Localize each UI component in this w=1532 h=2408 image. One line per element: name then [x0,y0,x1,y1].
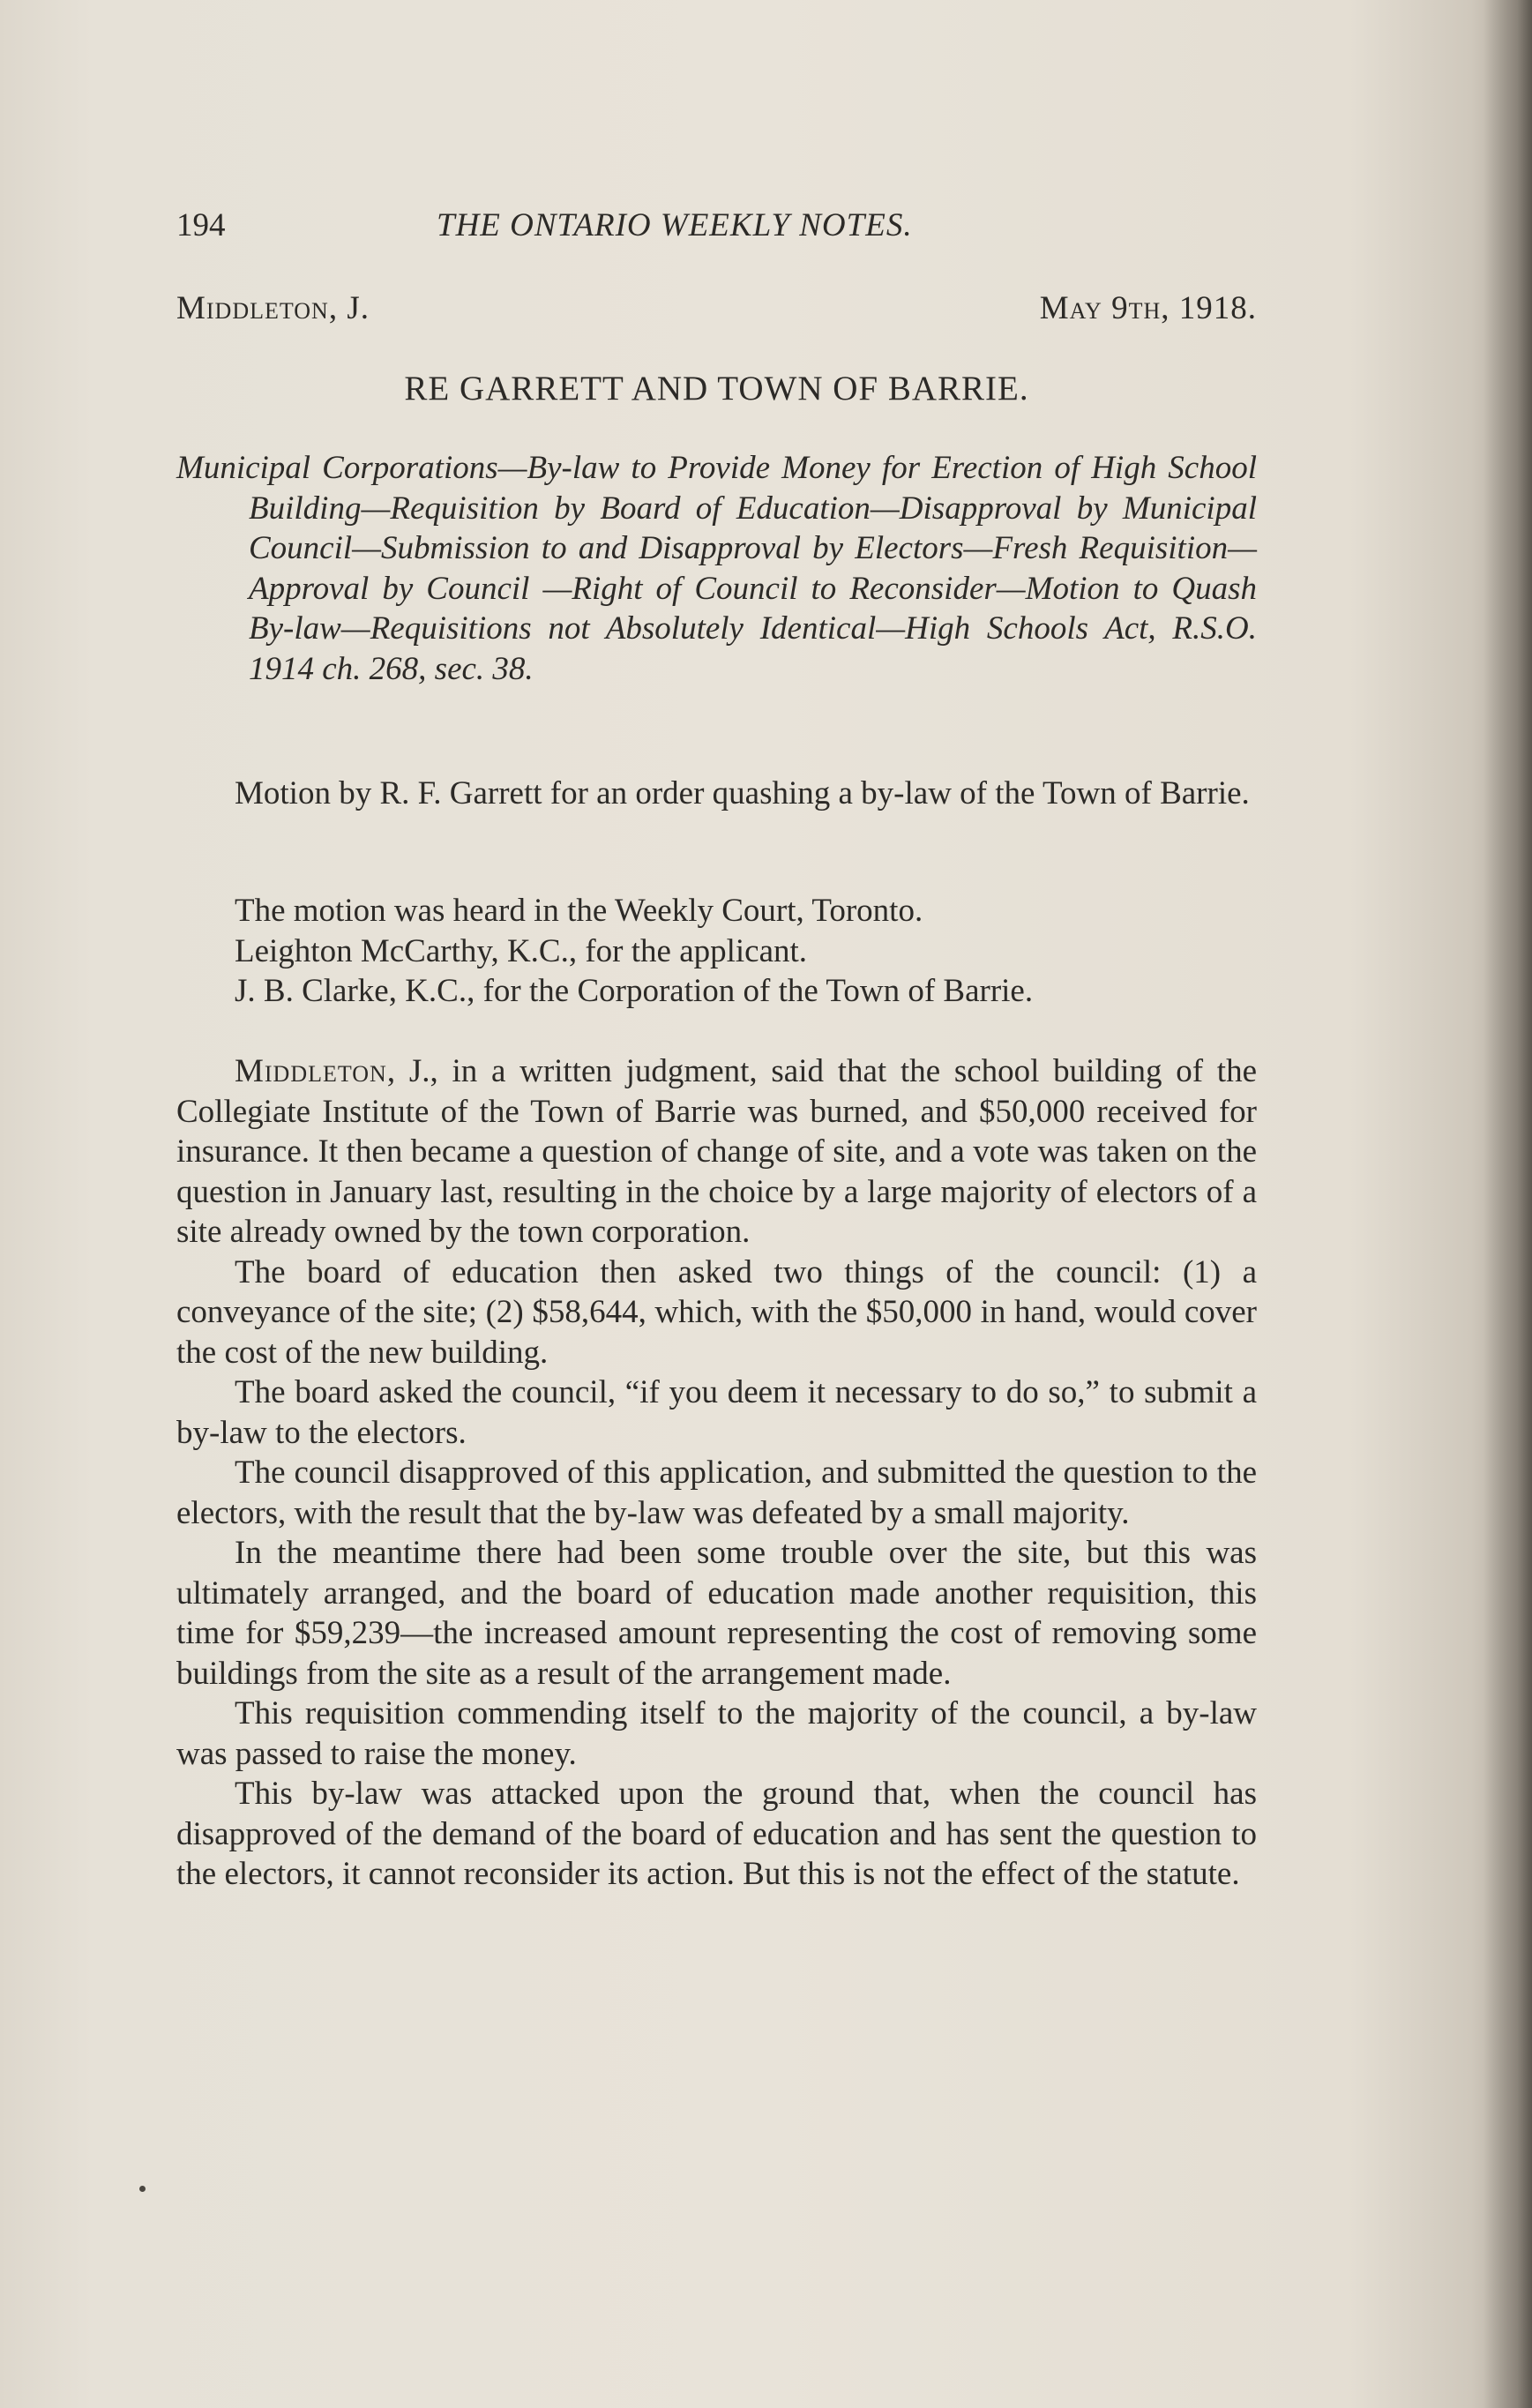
judgment-paragraph: This by-law was attacked upon the ground that, when the council has disapproved of the demand of the board of education and has sent the question to the electors, it cannot reconsider its action. But this is not the effect of the statute. [176,1776,1257,1892]
headnote: Municipal Corporations—By-law to Provide Money for Erection of High School Building—Requisition by Board of Education—Disapproval by Municipal Council—Submission to and Disapproval by Electors—Fresh Requisition—Approval by Council —Right of Council to Reconsider—Motion to Quash By-law—Requisitions not Absolutely Identical—High Schools Act, R.S.O. 1914 ch. 268, sec. 38. [176,450,1257,687]
judgment-paragraph: In the meantime there had been some trouble over the site, but this was ultimately arranged, and the board of education made another requisition, this time for $59,239—the increased amount representing the cost of removing some buildings from the site as a result of the arrangement made. [176,1535,1257,1692]
judge-lead: Middleton [235,1053,387,1089]
judgment-paragraph: The council disapproved of this application, and submitted the question to the electors, with the result that the by-law was defeated by a small majority. [176,1455,1257,1531]
judgment-paragraph: The board of education then asked two things of the council: (1) a conveyance of the site; (2) $58,644, which, with the $50,000 in hand, would cover the cost of the new building. [176,1253,1257,1371]
counsel-applicant: Leighton McCarthy, K.C., for the applicant. [235,932,808,969]
judgment-paragraph [176,1051,1257,1253]
judge-date-line [176,289,1257,339]
page-number: 194 [176,207,226,243]
counsel-respondent: J. B. Clarke, K.C., for the Corporation of the Town of Barrie. [235,973,1034,1009]
judgment-paragraph: This requisition commending itself to the majority of the council, a by-law was passed to raise the money. [176,1695,1257,1772]
case-title: RE GARRETT AND TOWN OF BARRIE. [404,370,1029,408]
motion-text: Motion by R. F. Garrett for an order quashing a by-law of the Town of Barrie. [235,775,1250,811]
ink-speck [139,2186,146,2192]
judgment-date: May 9th, 1918. [1039,290,1257,326]
page-edge-shadow [1483,0,1532,2408]
judgment-first-text: , J., in a written judgment, said that the school building of the Collegiate Institute of the Town of Barrie was burned, and $50,000 received for insurance. It then became a question of change of site, and a vote was taken on the question in January last, resulting in the choice by a large majority of electors of a site already owned by the town corporation. [176,1053,1257,1250]
judge-name: Middleton, J. [176,290,370,326]
hearing-block [176,891,1257,1012]
motion-paragraph [176,774,1257,814]
hearing-court: The motion was heard in the Weekly Court, Toronto. [235,893,923,929]
journal-title: THE ONTARIO WEEKLY NOTES. [437,207,913,243]
judgment-body [176,1051,1257,1895]
running-head [176,203,1257,256]
judgment-paragraph: The board asked the council, “if you deem it necessary to do so,” to submit a by-law to the electors. [176,1374,1257,1451]
